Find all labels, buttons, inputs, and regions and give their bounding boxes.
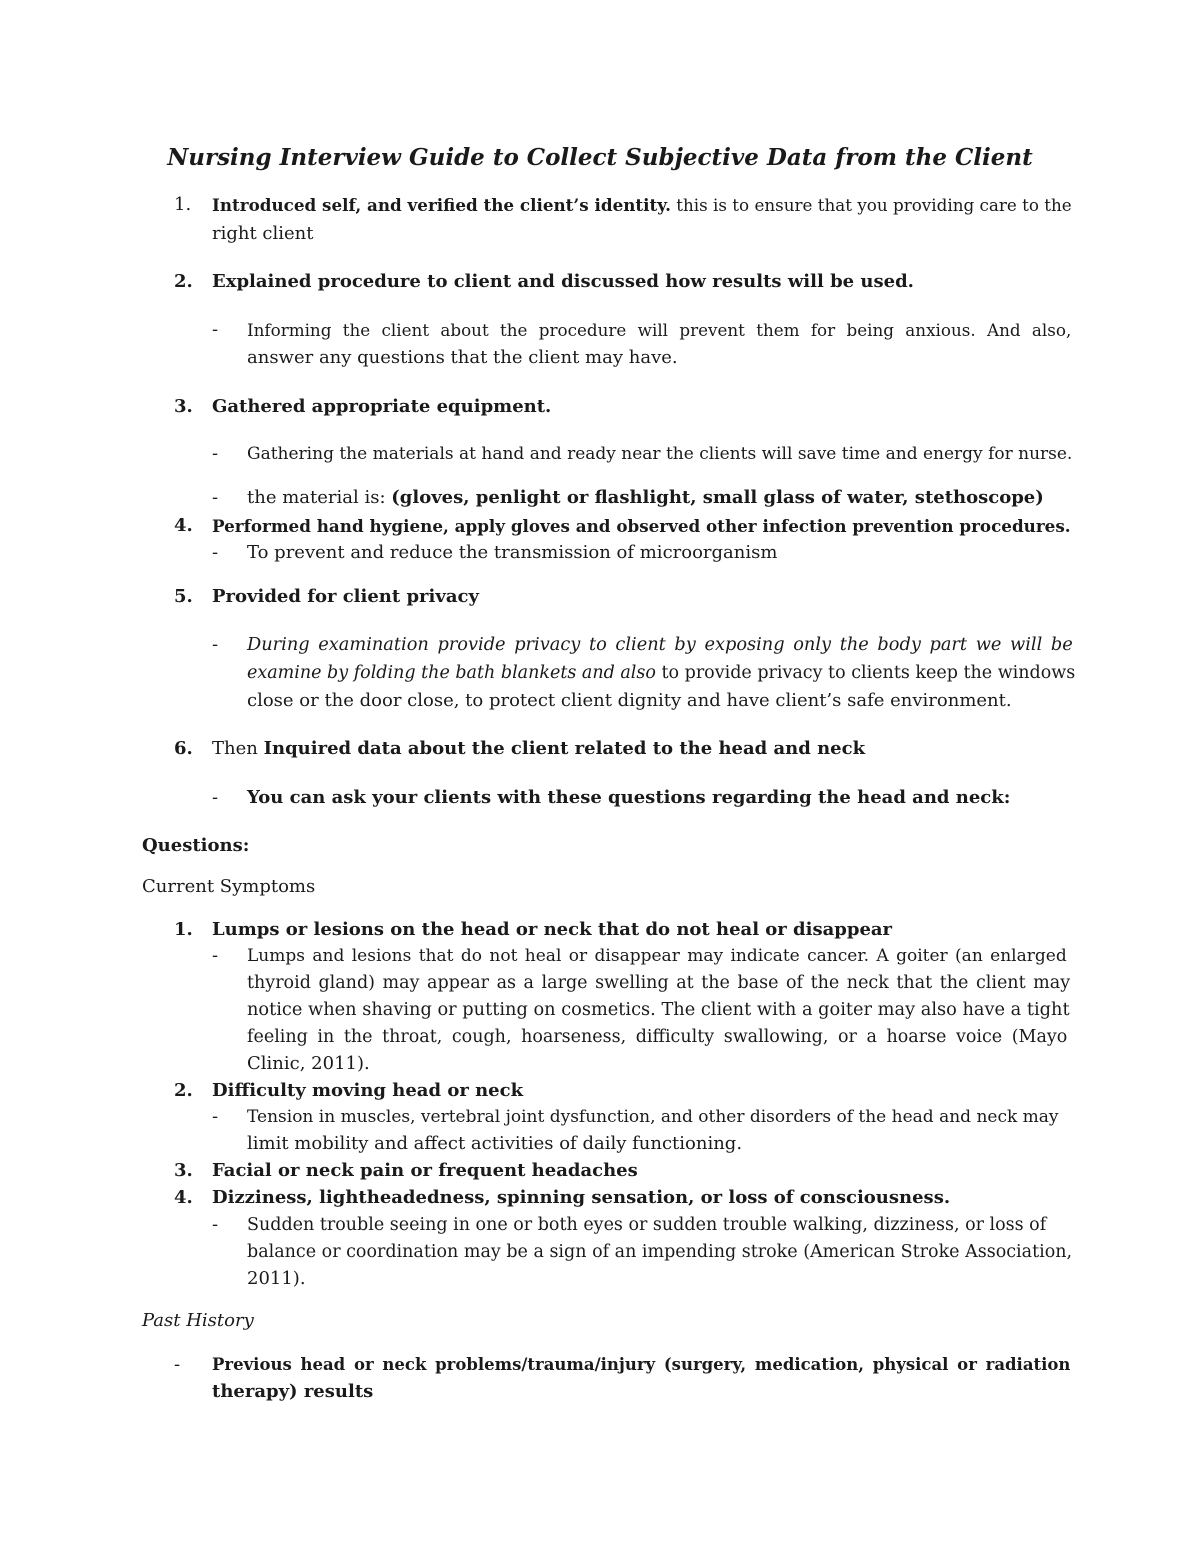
step-5-line-3: close or the door close, to protect client dignity and have client’s safe environment.: [247, 690, 1012, 711]
step-4-line-1: To prevent and reduce the transmission of microorganism: [247, 542, 778, 563]
past-history-line-1-text: Previous head or neck problems/trauma/injury (surgery, medication, physical or radiation: [212, 1355, 1071, 1374]
symptom-1-line-1: Lumps and lesions that do not heal or disappear may indicate cancer. A goiter (an enlarged: [247, 946, 1067, 966]
symptom-2-heading-text: Difficulty moving head or neck: [212, 1080, 524, 1101]
step-1-number: 1.: [174, 194, 192, 215]
step-2-heading-text: Explained procedure to client and discussed how results will be used.: [212, 271, 914, 292]
step-4-heading: [212, 513, 1071, 539]
step-2-number: 2.: [174, 271, 193, 292]
past-history-line-2: [212, 1379, 373, 1405]
step-6-bold-line: [247, 785, 1010, 811]
symptom-1-line-5: Clinic, 2011).: [247, 1053, 370, 1074]
symptom-4-dash: -: [212, 1214, 219, 1235]
symptom-3-number: 3.: [174, 1160, 193, 1181]
step-5-italic-2: examine by folding the bath blankets and also: [247, 663, 656, 683]
questions-label: [142, 833, 249, 859]
symptom-4-heading-text: Dizziness, lightheadedness, spinning sensation, or loss of consciousness.: [212, 1187, 951, 1208]
step-2-dash: -: [212, 319, 219, 340]
symptom-4-heading: [212, 1185, 950, 1211]
step-5-heading: [212, 584, 479, 610]
symptom-2-number: 2.: [174, 1080, 193, 1101]
step-6-heading: [212, 736, 865, 762]
step-3-heading: [212, 394, 551, 420]
page-title: Nursing Interview Guide to Collect Subjective Data from the Client: [167, 144, 1033, 171]
symptom-4-line-2: balance or coordination may be a sign of an impending stroke (American Stroke Association,: [247, 1242, 1073, 1262]
step-2-heading: [212, 269, 914, 295]
symptom-1-heading-text: Lumps or lesions on the head or neck that do not heal or disappear: [212, 919, 893, 940]
past-history-label: [142, 1308, 254, 1334]
symptom-3-heading-text: Facial or neck pain or frequent headaches: [212, 1160, 638, 1181]
symptom-2-line-2: limit mobility and affect activities of daily functioning.: [247, 1133, 743, 1154]
step-3-material-list: (gloves, penlight or flashlight, small glass of water, stethoscope): [391, 487, 1044, 508]
step-1-heading: Introduced self, and verified the client’s identity.: [212, 195, 671, 215]
symptom-1-line-2: thyroid gland) may appear as a large swelling at the base of the neck that the client may: [247, 973, 1071, 993]
step-4-dash: -: [212, 542, 219, 563]
step-5-heading-text: Provided for client privacy: [212, 586, 479, 607]
symptom-1-line-4: feeling in the throat, cough, hoarseness, difficulty swallowing, or a hoarse voice (Mayo: [247, 1027, 1068, 1047]
step-5-line-2: [247, 660, 1075, 686]
step-3-material-line: [247, 485, 1044, 511]
step-1-text: this is to ensure that you providing care to the: [670, 195, 1072, 215]
step-3-heading-text: Gathered appropriate equipment.: [212, 396, 552, 417]
step-6-heading-text: Inquired data about the client related to the head and neck: [263, 738, 866, 759]
step-6-dash: -: [212, 787, 219, 808]
step-6-bold-line-text: You can ask your clients with these questions regarding the head and neck:: [247, 787, 1011, 808]
symptom-4-line-1: Sudden trouble seeing in one or both eyes or sudden trouble walking, dizziness, or loss of: [247, 1215, 1047, 1235]
symptom-3-heading: [212, 1158, 638, 1184]
symptom-2-dash: -: [212, 1106, 219, 1127]
step-5-line-1: [247, 632, 1073, 658]
past-history-label-text: Past History: [142, 1310, 254, 1331]
step-5-dash: -: [212, 634, 219, 655]
step-5-italic-1: During examination provide privacy to client by exposing only the body part we will be: [247, 635, 1073, 655]
step-6-prefix: Then: [212, 738, 264, 759]
symptom-2-heading: [212, 1078, 523, 1104]
symptom-1-heading: [212, 917, 892, 943]
step-4-heading-text: Performed hand hygiene, apply gloves and observed other infection prevention procedures.: [212, 516, 1071, 536]
past-history-dash: -: [174, 1354, 181, 1375]
questions-label-text: Questions:: [142, 835, 250, 856]
step-1-line-1: [212, 192, 1072, 218]
past-history-line-1: [212, 1352, 1070, 1378]
symptom-4-number: 4.: [174, 1187, 193, 1208]
step-3-dash-2: -: [212, 487, 219, 508]
symptom-1-line-3: notice when shaving or putting on cosmetics. The client with a goiter may also have a tight: [247, 1000, 1070, 1020]
step-4-number: 4.: [174, 515, 193, 536]
step-5-text-2: to provide privacy to clients keep the windows: [655, 663, 1076, 683]
step-6-number: 6.: [174, 738, 193, 759]
symptom-4-line-3: 2011).: [247, 1268, 306, 1289]
step-3-material-prefix: the material is:: [247, 487, 392, 508]
step-3-dash-1: -: [212, 443, 219, 464]
symptom-2-line-1: Tension in muscles, vertebral joint dysfunction, and other disorders of the head and neck may: [247, 1107, 1059, 1127]
step-3-number: 3.: [174, 396, 193, 417]
step-2-line-2: answer any questions that the client may have.: [247, 347, 678, 368]
step-1-line-2: right client: [212, 223, 314, 244]
step-3-line-1: Gathering the materials at hand and ready near the clients will save time and energy for nurse.: [247, 444, 1073, 464]
past-history-line-2-text: therapy) results: [212, 1381, 374, 1402]
symptom-1-dash: -: [212, 945, 219, 966]
current-symptoms-label: Current Symptoms: [142, 876, 316, 897]
symptom-1-number: 1.: [174, 919, 193, 940]
step-2-line-1: Informing the client about the procedure will prevent them for being anxious. And also,: [247, 320, 1072, 340]
step-5-number: 5.: [174, 586, 193, 607]
